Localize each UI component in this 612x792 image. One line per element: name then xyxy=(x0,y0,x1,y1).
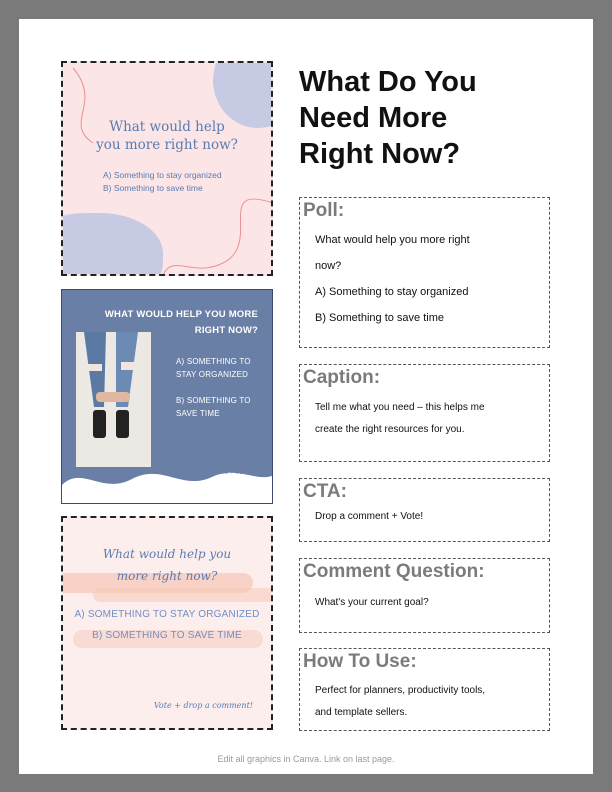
section-heading: Poll: xyxy=(303,200,345,221)
section-text: What would help you more right xyxy=(315,234,470,246)
brush-stroke xyxy=(93,588,273,602)
section-text: A) Something to stay organized xyxy=(315,286,469,298)
card-footer: Vote + drop a comment! xyxy=(153,701,253,710)
section-heading: CTA: xyxy=(303,481,347,502)
section-heading: Comment Question: xyxy=(303,561,485,582)
option-b: B) Something to save time xyxy=(103,183,203,193)
card-title: WHAT WOULD HELP YOU MORE RIGHT NOW? xyxy=(104,309,258,336)
option-a: A) Something to stay organized xyxy=(103,170,222,180)
option-a: A) SOMETHING TO STAY ORGANIZED xyxy=(74,609,260,620)
card-title: What would help you more right now? xyxy=(102,547,232,583)
section-text: create the right resources for you. xyxy=(315,424,465,435)
page-footer: Edit all graphics in Canva. Link on last page. xyxy=(217,754,395,764)
poll-graphic-peach xyxy=(61,516,273,730)
document-page xyxy=(19,19,593,774)
section-text: Perfect for planners, productivity tools, xyxy=(315,685,486,696)
section-text: B) Something to save time xyxy=(315,312,445,324)
section-text: Tell me what you need – this helps me xyxy=(315,402,485,413)
cta-section xyxy=(299,478,550,542)
card-title: What would help you more right now? xyxy=(96,119,238,153)
jeans-photo xyxy=(76,332,151,467)
section-text: What's your current goal? xyxy=(315,597,429,608)
poll-graphic-pink xyxy=(61,61,273,276)
section-text: Drop a comment + Vote! xyxy=(315,511,424,522)
comment-question-section xyxy=(299,558,550,633)
card-footer: Drop a comment + Vote! xyxy=(179,469,250,476)
section-heading: How To Use: xyxy=(303,651,417,672)
poll-section xyxy=(299,197,550,348)
section-heading: Caption: xyxy=(303,367,381,388)
wave-shape xyxy=(62,455,273,503)
page-title: What Do You Need More Right Now? xyxy=(299,66,477,170)
option-b: B) SOMETHING TO SAVE TIME xyxy=(92,630,242,641)
how-to-use-section xyxy=(299,648,550,731)
caption-section xyxy=(299,364,550,462)
section-text: and template sellers. xyxy=(315,707,408,718)
option-b: B) SOMETHING TO SAVE TIME xyxy=(176,396,251,418)
option-a: A) SOMETHING TO STAY ORGANIZED xyxy=(176,357,251,379)
section-text: now? xyxy=(315,260,342,272)
poll-graphic-photo xyxy=(61,289,273,504)
